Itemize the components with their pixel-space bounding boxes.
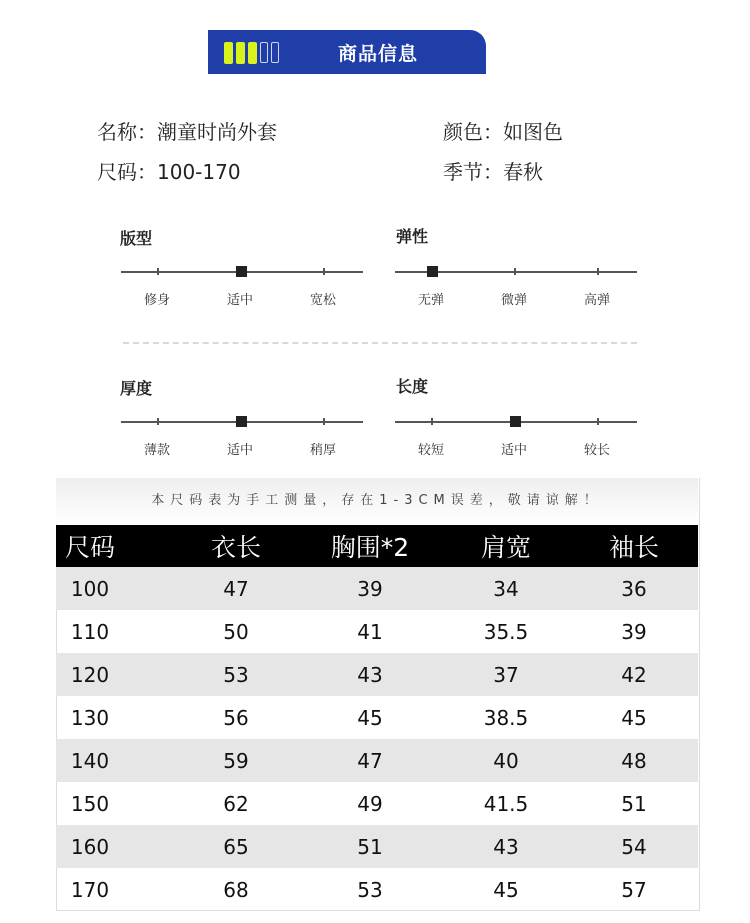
table-row [56, 782, 698, 825]
table-cell: 68 [223, 877, 249, 902]
section-banner [208, 30, 486, 74]
table-cell: 40 [493, 748, 519, 773]
table-cell: 43 [357, 662, 383, 687]
table-cell: 47 [223, 576, 249, 601]
table-cell: 120 [70, 662, 110, 687]
scale-tick [431, 418, 433, 425]
info-color: 颜色：如图色 [443, 120, 563, 144]
table-cell: 45 [357, 705, 383, 730]
bar-icon [260, 42, 268, 63]
scale-label: 微弹 [500, 293, 528, 308]
info-name: 名称：潮童时尚外套 [97, 120, 277, 144]
bar-icon [271, 42, 279, 63]
table-cell: 45 [493, 877, 519, 902]
table-cell: 53 [357, 877, 383, 902]
bar-icon [248, 42, 257, 64]
bar-icon [236, 42, 245, 64]
scale-label: 高弹 [583, 293, 611, 308]
scale-tick [323, 418, 325, 425]
scale-tick [323, 268, 325, 275]
table-row [56, 610, 698, 653]
table-cell: 41 [357, 619, 383, 644]
scale-marker [236, 416, 247, 427]
table-row [56, 868, 698, 911]
scale-tick [597, 418, 599, 425]
info-size: 尺码：100-170 [97, 160, 241, 184]
table-cell: 140 [70, 748, 110, 773]
table-cell: 53 [223, 662, 249, 687]
scale-label: 适中 [226, 293, 254, 308]
table-row [56, 696, 698, 739]
scale-label: 修身 [143, 293, 171, 308]
info-season: 季节：春秋 [443, 160, 543, 184]
table-cell: 56 [223, 705, 249, 730]
table-cell: 50 [223, 619, 249, 644]
table-cell: 160 [70, 834, 110, 859]
scale-title-fit: 版型 [120, 229, 153, 248]
table-cell: 48 [621, 748, 647, 773]
banner-bars [224, 42, 279, 64]
table-row [56, 653, 698, 696]
table-header-cell: 衣长 [210, 533, 261, 562]
table-cell: 51 [357, 834, 383, 859]
table-cell: 62 [223, 791, 249, 816]
table-cell: 130 [70, 705, 110, 730]
scale-marker [236, 266, 247, 277]
table-note: 本尺码表为手工测量，存在1-3CM误差，敬请谅解！ [56, 478, 698, 524]
table-cell: 100 [70, 576, 110, 601]
bar-icon [224, 42, 233, 64]
scale-thickness [121, 421, 363, 461]
scale-label: 较长 [583, 443, 611, 458]
scale-tick [157, 268, 159, 275]
table-cell: 47 [357, 748, 383, 773]
scale-marker [427, 266, 438, 277]
table-header-cell: 袖长 [608, 533, 659, 562]
scale-title-elasticity: 弹性 [396, 227, 429, 246]
scale-label: 适中 [226, 443, 254, 458]
scale-label: 较短 [417, 443, 445, 458]
table-cell: 42 [621, 662, 647, 687]
table-cell: 39 [357, 576, 383, 601]
table-cell: 45 [621, 705, 647, 730]
scale-fit [121, 271, 363, 311]
table-cell: 38.5 [483, 705, 529, 730]
table-cell: 35.5 [483, 619, 529, 644]
scale-tick [514, 268, 516, 275]
table-cell: 41.5 [483, 791, 529, 816]
table-cell: 39 [621, 619, 647, 644]
table-header [56, 525, 698, 567]
section-title: 商品信息 [338, 43, 419, 65]
table-header-cell: 尺码 [64, 533, 115, 562]
scale-tick [157, 418, 159, 425]
scale-title-thickness: 厚度 [120, 379, 153, 398]
table-header-cell: 肩宽 [480, 533, 531, 562]
table-row [56, 567, 698, 610]
table-cell: 170 [70, 877, 110, 902]
table-row [56, 825, 698, 868]
table-cell: 51 [621, 791, 647, 816]
table-cell: 36 [621, 576, 647, 601]
scale-label: 稍厚 [309, 443, 337, 458]
table-cell: 65 [223, 834, 249, 859]
scale-label: 适中 [500, 443, 528, 458]
scale-title-length: 长度 [396, 377, 429, 396]
table-cell: 57 [621, 877, 647, 902]
scale-elasticity [395, 271, 637, 311]
scale-tick [597, 268, 599, 275]
table-cell: 59 [223, 748, 249, 773]
scale-marker [510, 416, 521, 427]
scale-label: 宽松 [309, 293, 337, 308]
table-cell: 49 [357, 791, 383, 816]
scale-label: 无弹 [417, 293, 445, 308]
table-row [56, 739, 698, 782]
table-cell: 150 [70, 791, 110, 816]
table-header-cell: 胸围*2 [330, 533, 410, 562]
table-cell: 34 [493, 576, 519, 601]
scale-label: 薄款 [143, 443, 171, 458]
table-cell: 43 [493, 834, 519, 859]
scale-length [395, 421, 637, 461]
table-cell: 37 [493, 662, 519, 687]
table-cell: 54 [621, 834, 647, 859]
table-cell: 110 [70, 619, 110, 644]
divider [123, 342, 637, 344]
